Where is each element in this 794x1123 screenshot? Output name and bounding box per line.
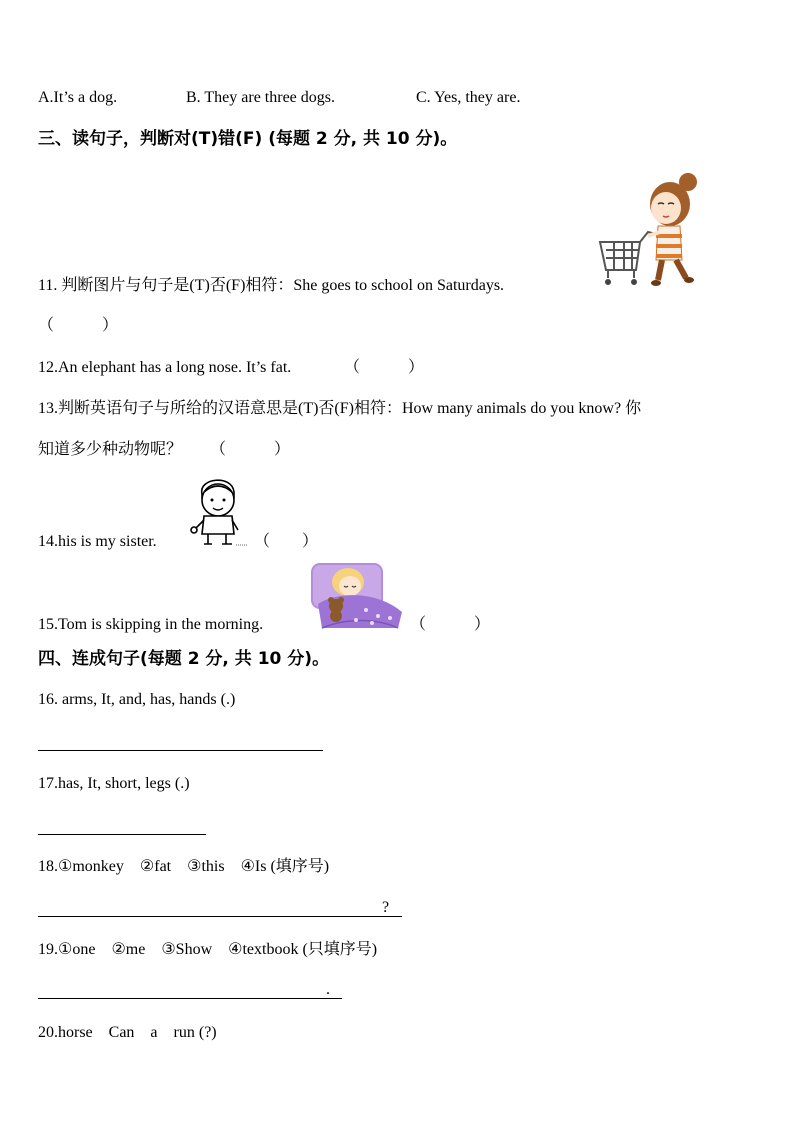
question-13-text: 13.判断英语句子与所给的汉语意思是(T)否(F)相符：How many animals do you know? 你 bbox=[38, 400, 642, 417]
boy-cartoon-image bbox=[188, 472, 248, 548]
question-16-answer-line[interactable] bbox=[38, 750, 323, 751]
section-3-heading: 三、读句子，判断对(T)错(F) (每题 2 分, 共 10 分)。 bbox=[38, 129, 458, 149]
question-19-answer-line[interactable] bbox=[38, 998, 342, 999]
section-4-heading: 四、连成句子(每题 2 分, 共 10 分)。 bbox=[38, 649, 330, 669]
question-15-text: 15.Tom is skipping in the morning. bbox=[38, 616, 264, 633]
question-19-text: 19.①one ②me ③Show ④textbook (只填序号) bbox=[38, 941, 378, 958]
question-18-text: 18.①monkey ②fat ③this ④Is (填序号) bbox=[38, 858, 330, 875]
question-17-answer-line[interactable] bbox=[38, 834, 206, 835]
question-15-answer-blank[interactable]: （ ） bbox=[410, 616, 491, 633]
question-16-text: 16. arms, It, and, has, hands (.) bbox=[38, 691, 236, 708]
option-c: C. Yes, they are. bbox=[416, 89, 521, 106]
question-13-text-continued: 知道多少种动物呢？ bbox=[38, 441, 183, 458]
girl-with-shopping-cart-image bbox=[596, 166, 704, 292]
question-13-answer-blank[interactable]: （ ） bbox=[210, 441, 291, 458]
question-14-answer-blank[interactable]: （ ） bbox=[254, 533, 319, 550]
option-a: A.It’s a dog. bbox=[38, 89, 118, 106]
question-18-answer-line[interactable] bbox=[38, 916, 402, 917]
question-12-text: 12.An elephant has a long nose. It’s fat. bbox=[38, 359, 292, 376]
question-11-text: 11. 判断图片与句子是(T)否(F)相符：She goes to school on Saturdays. bbox=[38, 277, 505, 294]
question-12-answer-blank[interactable]: （ ） bbox=[344, 359, 425, 376]
question-20-text: 20.horse Can a run (?) bbox=[38, 1024, 217, 1041]
question-11-answer-blank[interactable]: （ ） bbox=[38, 317, 119, 334]
option-b: B. They are three dogs. bbox=[186, 89, 335, 106]
question-19-end-mark: . bbox=[326, 981, 330, 998]
sleeping-child-in-bed-image bbox=[306, 560, 408, 632]
question-14-text: 14.his is my sister. bbox=[38, 533, 157, 550]
question-18-end-mark: ? bbox=[382, 899, 390, 916]
question-17-text: 17.has, It, short, legs (.) bbox=[38, 775, 190, 792]
